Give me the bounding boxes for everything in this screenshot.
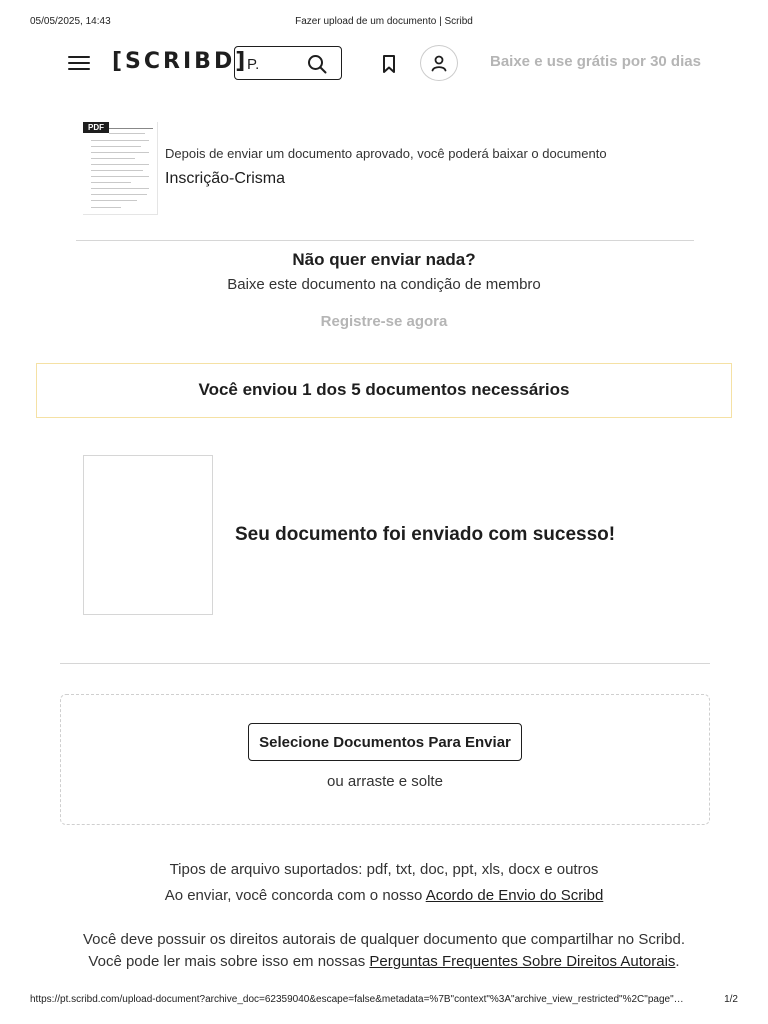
thumb-line bbox=[91, 194, 147, 195]
copyright-notice: Você deve possuir os direitos autorais de qualquer documento que compartilhar no Scribd. bbox=[82, 931, 686, 948]
thumb-line bbox=[91, 164, 149, 165]
print-page-number: 1/2 bbox=[724, 994, 738, 1005]
copyright-faq bbox=[0, 953, 768, 970]
copyright-faq-link[interactable]: Perguntas Frequentes Sobre Direitos Autorais bbox=[369, 953, 676, 970]
thumb-line bbox=[91, 188, 149, 189]
agreement-prefix: Ao enviar, você concorda com o nosso bbox=[164, 887, 426, 904]
print-datetime: 05/05/2025, 14:43 bbox=[30, 16, 111, 27]
search-box[interactable] bbox=[234, 46, 342, 80]
scribd-logo[interactable]: [SCRIBD] bbox=[112, 49, 249, 74]
thumb-line bbox=[91, 176, 149, 177]
divider bbox=[60, 663, 710, 664]
bookmark-icon[interactable] bbox=[380, 54, 398, 74]
search-input[interactable] bbox=[245, 53, 309, 75]
top-navigation bbox=[0, 44, 768, 84]
divider bbox=[76, 240, 694, 241]
upload-agreement-link[interactable]: Acordo de Envio do Scribd bbox=[425, 887, 604, 904]
copyright-faq-prefix: Você pode ler mais sobre isso em nossas bbox=[88, 953, 370, 970]
thumb-line bbox=[91, 200, 137, 201]
print-page-title: Fazer upload de um documento | Scribd bbox=[295, 16, 473, 27]
search-icon[interactable] bbox=[307, 54, 327, 74]
account-button[interactable] bbox=[420, 45, 458, 81]
free-trial-link[interactable]: Baixe e use grátis por 30 dias bbox=[490, 53, 701, 70]
upload-dropzone[interactable] bbox=[60, 694, 710, 825]
thumb-line bbox=[91, 170, 143, 171]
menu-icon[interactable] bbox=[68, 56, 90, 72]
upload-agreement bbox=[0, 887, 768, 904]
thumb-line bbox=[109, 133, 145, 134]
thumb-line bbox=[91, 146, 141, 147]
drag-drop-hint: ou arraste e solte bbox=[327, 773, 443, 790]
select-documents-button[interactable]: Selecione Documentos Para Enviar bbox=[248, 723, 522, 761]
document-info bbox=[83, 122, 703, 216]
print-header bbox=[30, 16, 738, 30]
uploaded-document-thumbnail bbox=[83, 455, 213, 615]
thumb-line bbox=[91, 158, 135, 159]
download-note: Depois de enviar um documento aprovado, você poderá baixar o documento bbox=[165, 146, 607, 161]
copyright-faq-suffix: . bbox=[675, 953, 680, 970]
print-url: https://pt.scribd.com/upload-document?archive_doc=62359040&escape=false&metadata=%7B"context"%3A"archive_view_restricted"%2C"page"… bbox=[30, 994, 684, 1005]
supported-file-types: Tipos de arquivo suportados: pdf, txt, doc, ppt, xls, docx e outros bbox=[169, 861, 599, 878]
upload-success-message: Seu documento foi enviado com sucesso! bbox=[235, 524, 616, 545]
print-footer bbox=[30, 994, 738, 1008]
thumb-line bbox=[91, 182, 131, 183]
document-name[interactable]: Inscrição-Crisma bbox=[165, 170, 286, 187]
pdf-badge: PDF bbox=[83, 122, 109, 133]
no-upload-subtitle: Baixe este documento na condição de membro bbox=[227, 276, 541, 293]
thumb-line bbox=[91, 207, 121, 208]
thumb-line bbox=[91, 152, 149, 153]
thumb-line bbox=[109, 128, 153, 129]
no-upload-title: Não quer enviar nada? bbox=[292, 250, 476, 269]
register-link[interactable]: Registre-se agora bbox=[320, 313, 448, 330]
upload-progress-banner: Você enviou 1 dos 5 documentos necessários bbox=[36, 363, 732, 418]
thumb-line bbox=[91, 140, 149, 141]
document-thumbnail[interactable] bbox=[83, 122, 158, 215]
user-icon bbox=[430, 54, 448, 72]
